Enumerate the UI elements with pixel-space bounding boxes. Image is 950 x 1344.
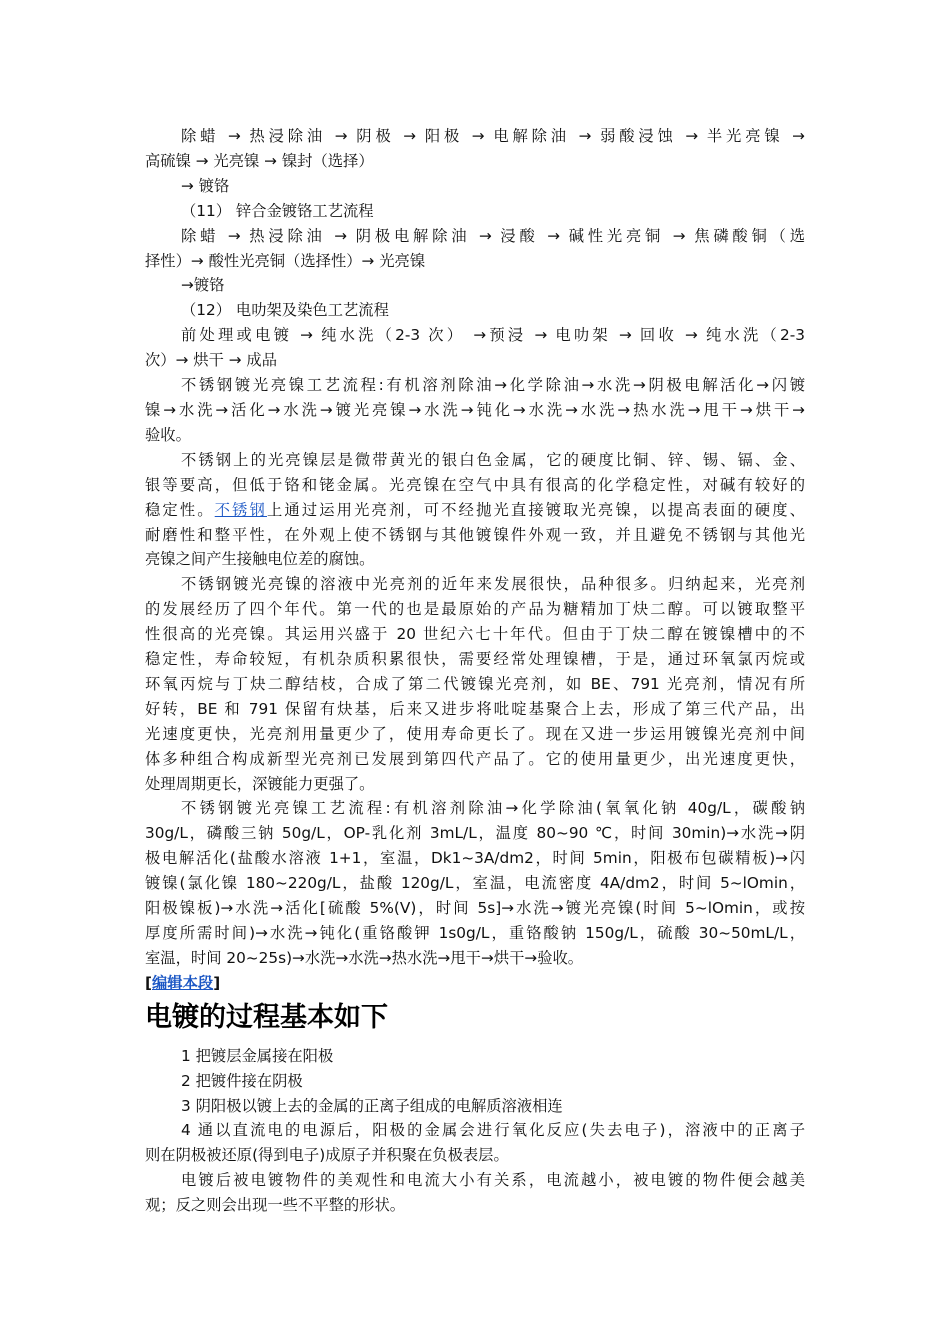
step-item: 2 把镀件接在阴极 — [181, 1071, 303, 1090]
process-line: 择性）→ 酸性光亮铜（选择性）→ 光亮镍 — [145, 251, 426, 270]
paragraph-line — [145, 498, 805, 523]
step-item: 1 把镀层金属接在阳极 — [181, 1046, 334, 1065]
section-heading: 电镀的过程基本如下 — [145, 1001, 388, 1033]
process-line: 除蜡 → 热浸除油 → 阴极电解除油 → 浸酸 → 碱性光亮铜 → 焦磷酸铜（选 — [181, 226, 805, 245]
paragraph-line: 的发展经历了四个年代。第一代的也是最原始的产品为糖精加丁炔二醇。可以镀取整平 — [145, 600, 805, 619]
electroplating-steps — [145, 1044, 805, 1169]
paragraph-line: 电镀后被电镀物件的美观性和电流大小有关系，电流越小，被电镀的物件便会越美 — [181, 1171, 805, 1190]
paragraph-line: 镀镍(氯化镍 180~220g/L，盐酸 120g/L，室温，电流密度 4A/dm2，时间 5~lOmin， — [145, 874, 805, 893]
step-item: 3 阴阳极以镀上去的金属的正离子组成的电解质溶液相连 — [181, 1096, 563, 1115]
section-title-11: （11） 锌合金镀铬工艺流程 — [181, 201, 374, 220]
process-line: → 镀铬 — [181, 176, 230, 195]
process-line: 除蜡 → 热浸除油 → 阴极 → 阳极 → 电解除油 → 弱酸浸蚀 → 半光亮镍 → — [181, 127, 805, 145]
paragraph-line: 不锈钢镀光亮镍工艺流程:有机溶剂除油→化学除油(氧氧化钠 40g/L，碳酸钠 — [181, 799, 805, 818]
paragraph-line: 性很高的光亮镍。其运用兴盛于 20 世纪六七十年代。但由于丁炔二醇在镀镍槽中的不 — [145, 625, 805, 644]
brightener-history-paragraph — [145, 572, 805, 796]
document-page — [145, 124, 805, 1218]
bracket-open: [ — [145, 973, 152, 992]
paragraph-line: 体多种组合构成新型光亮剂已发展到第四代产品了。它的使用量更少，出光速度更快， — [145, 749, 805, 768]
text-segment: 上通过运用光亮剂，可不经抛光直接镀取光亮镍，以提高表面的硬度、 — [266, 500, 805, 519]
paragraph-line: 银等要高，但低于铬和铑金属。光亮镍在空气中具有很高的化学稳定性，对碱有较好的 — [145, 475, 805, 494]
stainless-process-paragraph — [145, 373, 805, 448]
text-segment: 稳定性。 — [145, 500, 215, 519]
stainless-steel-link[interactable]: 不锈钢 — [214, 500, 267, 519]
paragraph-line: 验收。 — [145, 425, 191, 444]
paragraph-line: 观；反之则会出现一些不平整的形状。 — [145, 1196, 406, 1215]
edit-section-row — [145, 971, 805, 996]
paragraph-line: 耐磨性和整平性，在外观上使不锈钢与其他镀镍件外观一致，并且避免不锈钢与其他光 — [145, 525, 805, 544]
process-line: 高硫镍 → 光亮镍 → 镍封（选择） — [145, 151, 374, 170]
paragraph-line: 不锈钢上的光亮镍层是微带黄光的银白色金属，它的硬度比铜、锌、锡、镉、金、 — [181, 450, 805, 469]
section-title-12: （12） 电叻架及染色工艺流程 — [181, 301, 389, 320]
closing-paragraph — [145, 1168, 805, 1218]
paragraph-line: 室温，时间 20~25s)→水洗→水洗→热水洗→甩干→烘干→验收。 — [145, 948, 584, 967]
step-item: 则在阴极被还原(得到电子)成原子并积聚在负极表层。 — [145, 1146, 509, 1165]
paragraph-line: 30g/L，磷酸三钠 50g/L，OP-乳化剂 3mL/L，温度 80~90 ℃，时间 30min)→水洗→阴 — [145, 824, 805, 843]
paragraph-line: 亮镍之间产生接触电位差的腐蚀。 — [145, 550, 375, 569]
edit-section-link[interactable]: 编辑本段 — [152, 973, 214, 992]
bracket-close: ] — [213, 973, 221, 992]
process-line: →镀铬 — [181, 276, 225, 295]
process-line: 前处理或电镀 → 纯水洗（2-3 次） →预浸 → 电叻架 → 回收 → 纯水洗（2-3 — [181, 326, 805, 345]
paragraph-line: 镍→水洗→活化→水洗→镀光亮镍→水洗→钝化→水洗→水洗→热水洗→甩干→烘干→ — [145, 400, 805, 419]
paragraph-line: 不锈钢镀光亮镍的溶液中光亮剂的近年来发展很快，品种很多。归纳起来，光亮剂 — [181, 575, 805, 594]
paragraph-line: 稳定性，寿命较短，有机杂质积累很快，需要经常处理镍槽，于是，通过环氧氯丙烷或 — [145, 650, 805, 669]
paragraph-line: 好转，BE 和 791 保留有炔基，后来又进步将吡啶基聚合上去，形成了第三代产品，出 — [145, 699, 805, 718]
paragraph-line: 极电解活化(盐酸水溶液 1+1，室温，Dk1~3A/dm2，时间 5min，阳极布包碳精板)→闪 — [145, 849, 805, 868]
paragraph-line: 处理周期更长，深镀能力更强了。 — [145, 774, 375, 793]
detailed-process-paragraph — [145, 796, 805, 970]
step-item: 4 通以直流电的电源后，阳极的金属会进行氧化反应(失去电子)，溶液中的正离子 — [181, 1121, 805, 1140]
paragraph-line: 环氧丙烷与丁炔二醇结枝，合成了第二代镀镍光亮剂，如 BE、791 光亮剂，情况有所 — [145, 674, 805, 693]
paragraph-line: 不锈钢镀光亮镍工艺流程:有机溶剂除油→化学除油→水洗→阴极电解活化→闪镀 — [181, 376, 805, 395]
process-line: 次）→ 烘干 → 成品 — [145, 351, 278, 370]
paragraph-line: 厚度所需时间)→水洗→钝化(重铬酸钾 1s0g/L，重铬酸钠 150g/L，硫酸 30~50mL/L， — [145, 924, 805, 942]
paragraph-line: 阳极镍板)→水洗→活化[硫酸 5%(V)，时间 5s]→水洗→镀光亮镍(时间 5~lOmin，或按 — [145, 899, 805, 918]
paragraph-line: 光速度更快，光亮剂用量更少了，使用寿命更长了。现在又进一步运用镀镍光亮剂中间 — [145, 724, 805, 743]
process-section-1 — [145, 124, 805, 373]
bright-nickel-property-paragraph — [145, 448, 805, 573]
